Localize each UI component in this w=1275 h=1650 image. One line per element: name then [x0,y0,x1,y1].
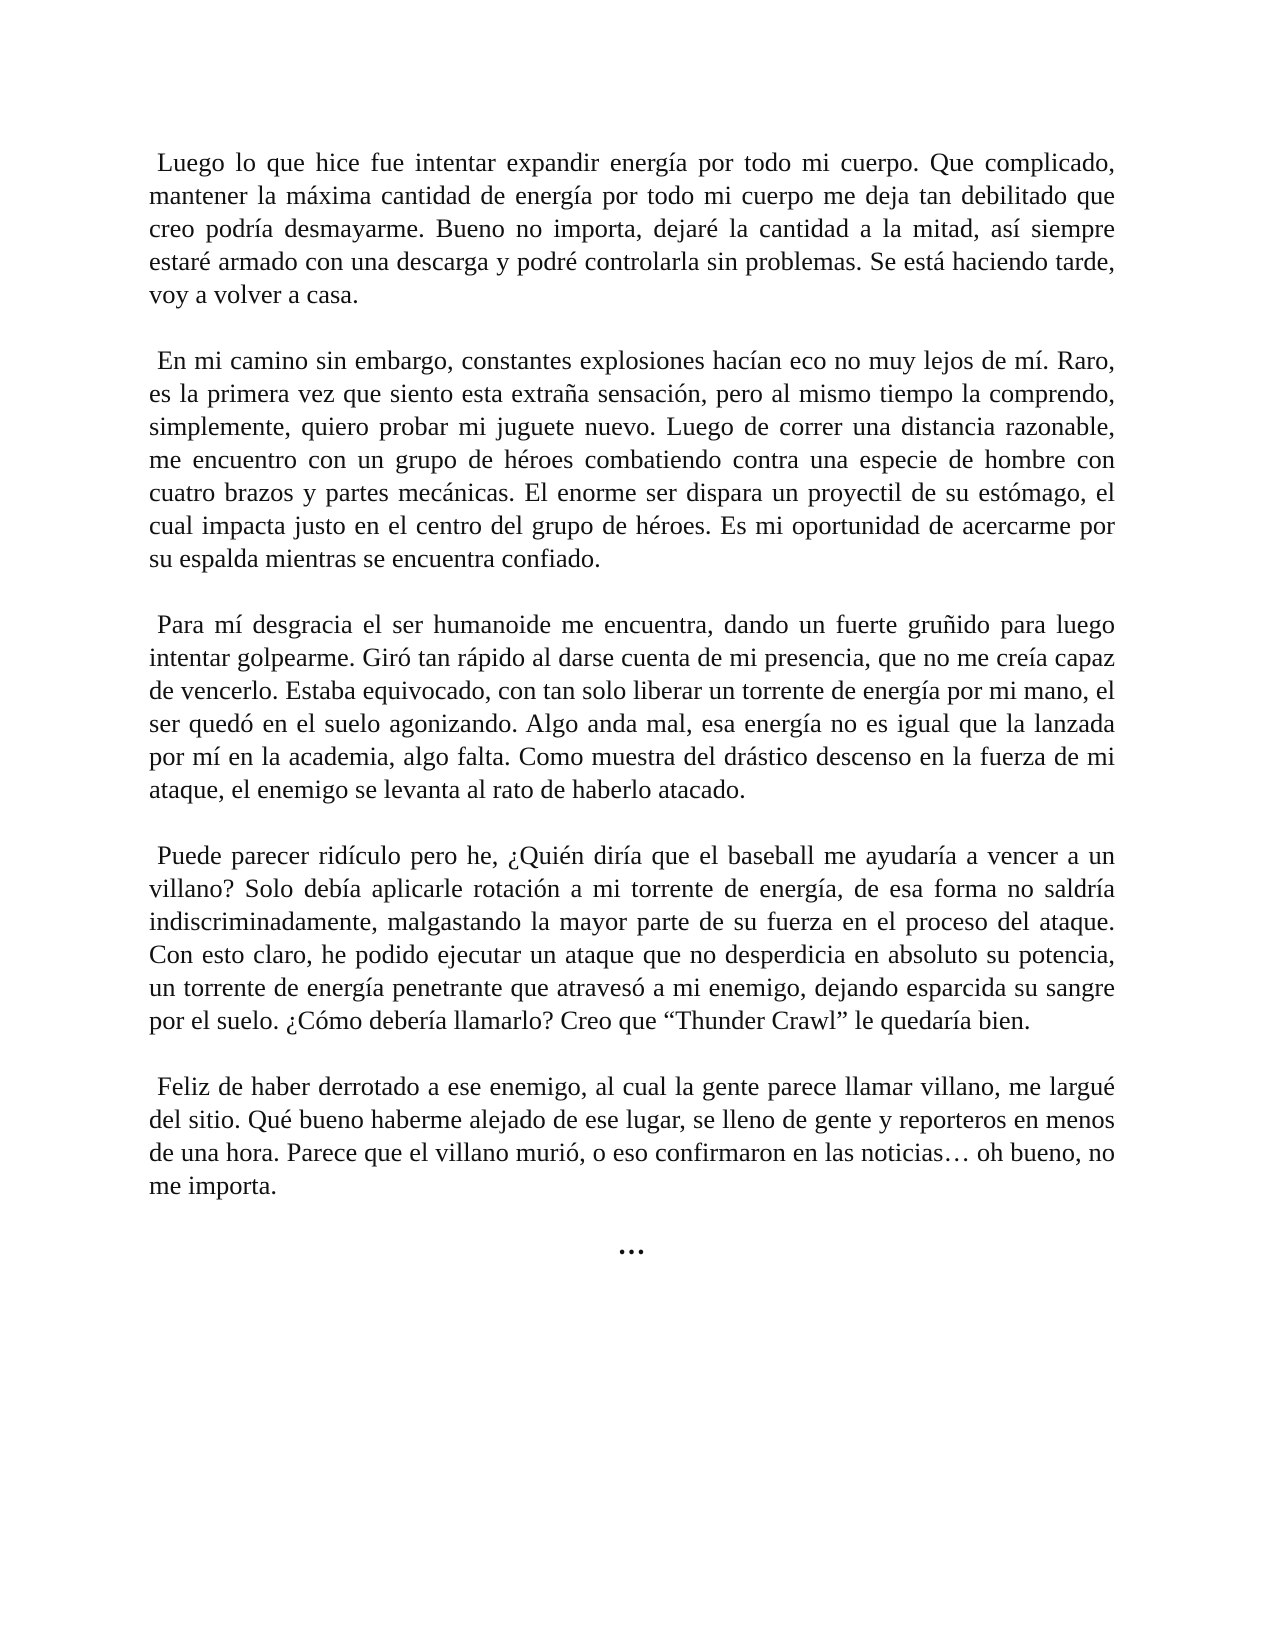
section-separator: … [617,1230,647,1261]
paragraph-1: Luego lo que hice fue intentar expandir energía por todo mi cuerpo. Que complicado, mantener la máxima cantidad de energía por todo mi cuerpo me deja tan debilitado que creo podría desmayarme. Bueno no importa, dejaré la cantidad a la mitad, así siempre estaré armado con una descarga y podré controlarla sin problemas. Se está haciendo tarde, voy a volver a casa. [149,147,1115,309]
paragraph-5: Feliz de haber derrotado a ese enemigo, al cual la gente parece llamar villano, me largué del sitio. Qué bueno haberme alejado de ese lugar, se lleno de gente y reporteros en menos de una hora. Parece que el villano murió, o eso confirmaron en las noticias… oh bueno, no me importa. [149,1071,1115,1200]
document-page [149,146,1115,1261]
paragraph-3: Para mí desgracia el ser humanoide me encuentra, dando un fuerte gruñido para luego intentar golpearme. Giró tan rápido al darse cuenta de mi presencia, que no me creía capaz de vencerlo. Estaba equivocado, con tan solo liberar un torrente de energía por mi mano, el ser quedó en el suelo agonizando. Algo anda mal, esa energía no es igual que la lanzada por mí en la academia, algo falta. Como muestra del drástico descenso en la fuerza de mi ataque, el enemigo se levanta al rato de haberlo atacado. [149,609,1115,804]
paragraph-2: En mi camino sin embargo, constantes explosiones hacían eco no muy lejos de mí. Raro, es la primera vez que siento esta extraña sensación, pero al mismo tiempo la comprendo, simplemente, quiero probar mi juguete nuevo. Luego de correr una distancia razonable, me encuentro con un grupo de héroes combatiendo contra una especie de hombre con cuatro brazos y partes mecánicas. El enorme ser dispara un proyectil de su estómago, el cual impacta justo en el centro del grupo de héroes. Es mi oportunidad de acercarme por su espalda mientras se encuentra confiado. [149,345,1115,573]
paragraph-4: Puede parecer ridículo pero he, ¿Quién diría que el baseball me ayudaría a vencer a un villano? Solo debía aplicarle rotación a mi torrente de energía, de esa forma no saldría indiscriminadamente, malgastando la mayor parte de su fuerza en el proceso del ataque. Con esto claro, he podido ejecutar un ataque que no desperdicia en absoluto su potencia, un torrente de energía penetrante que atravesó a mi enemigo, dejando esparcida su sangre por el suelo. ¿Cómo debería llamarlo? Creo que “Thunder Crawl” le quedaría bien. [149,840,1115,1035]
